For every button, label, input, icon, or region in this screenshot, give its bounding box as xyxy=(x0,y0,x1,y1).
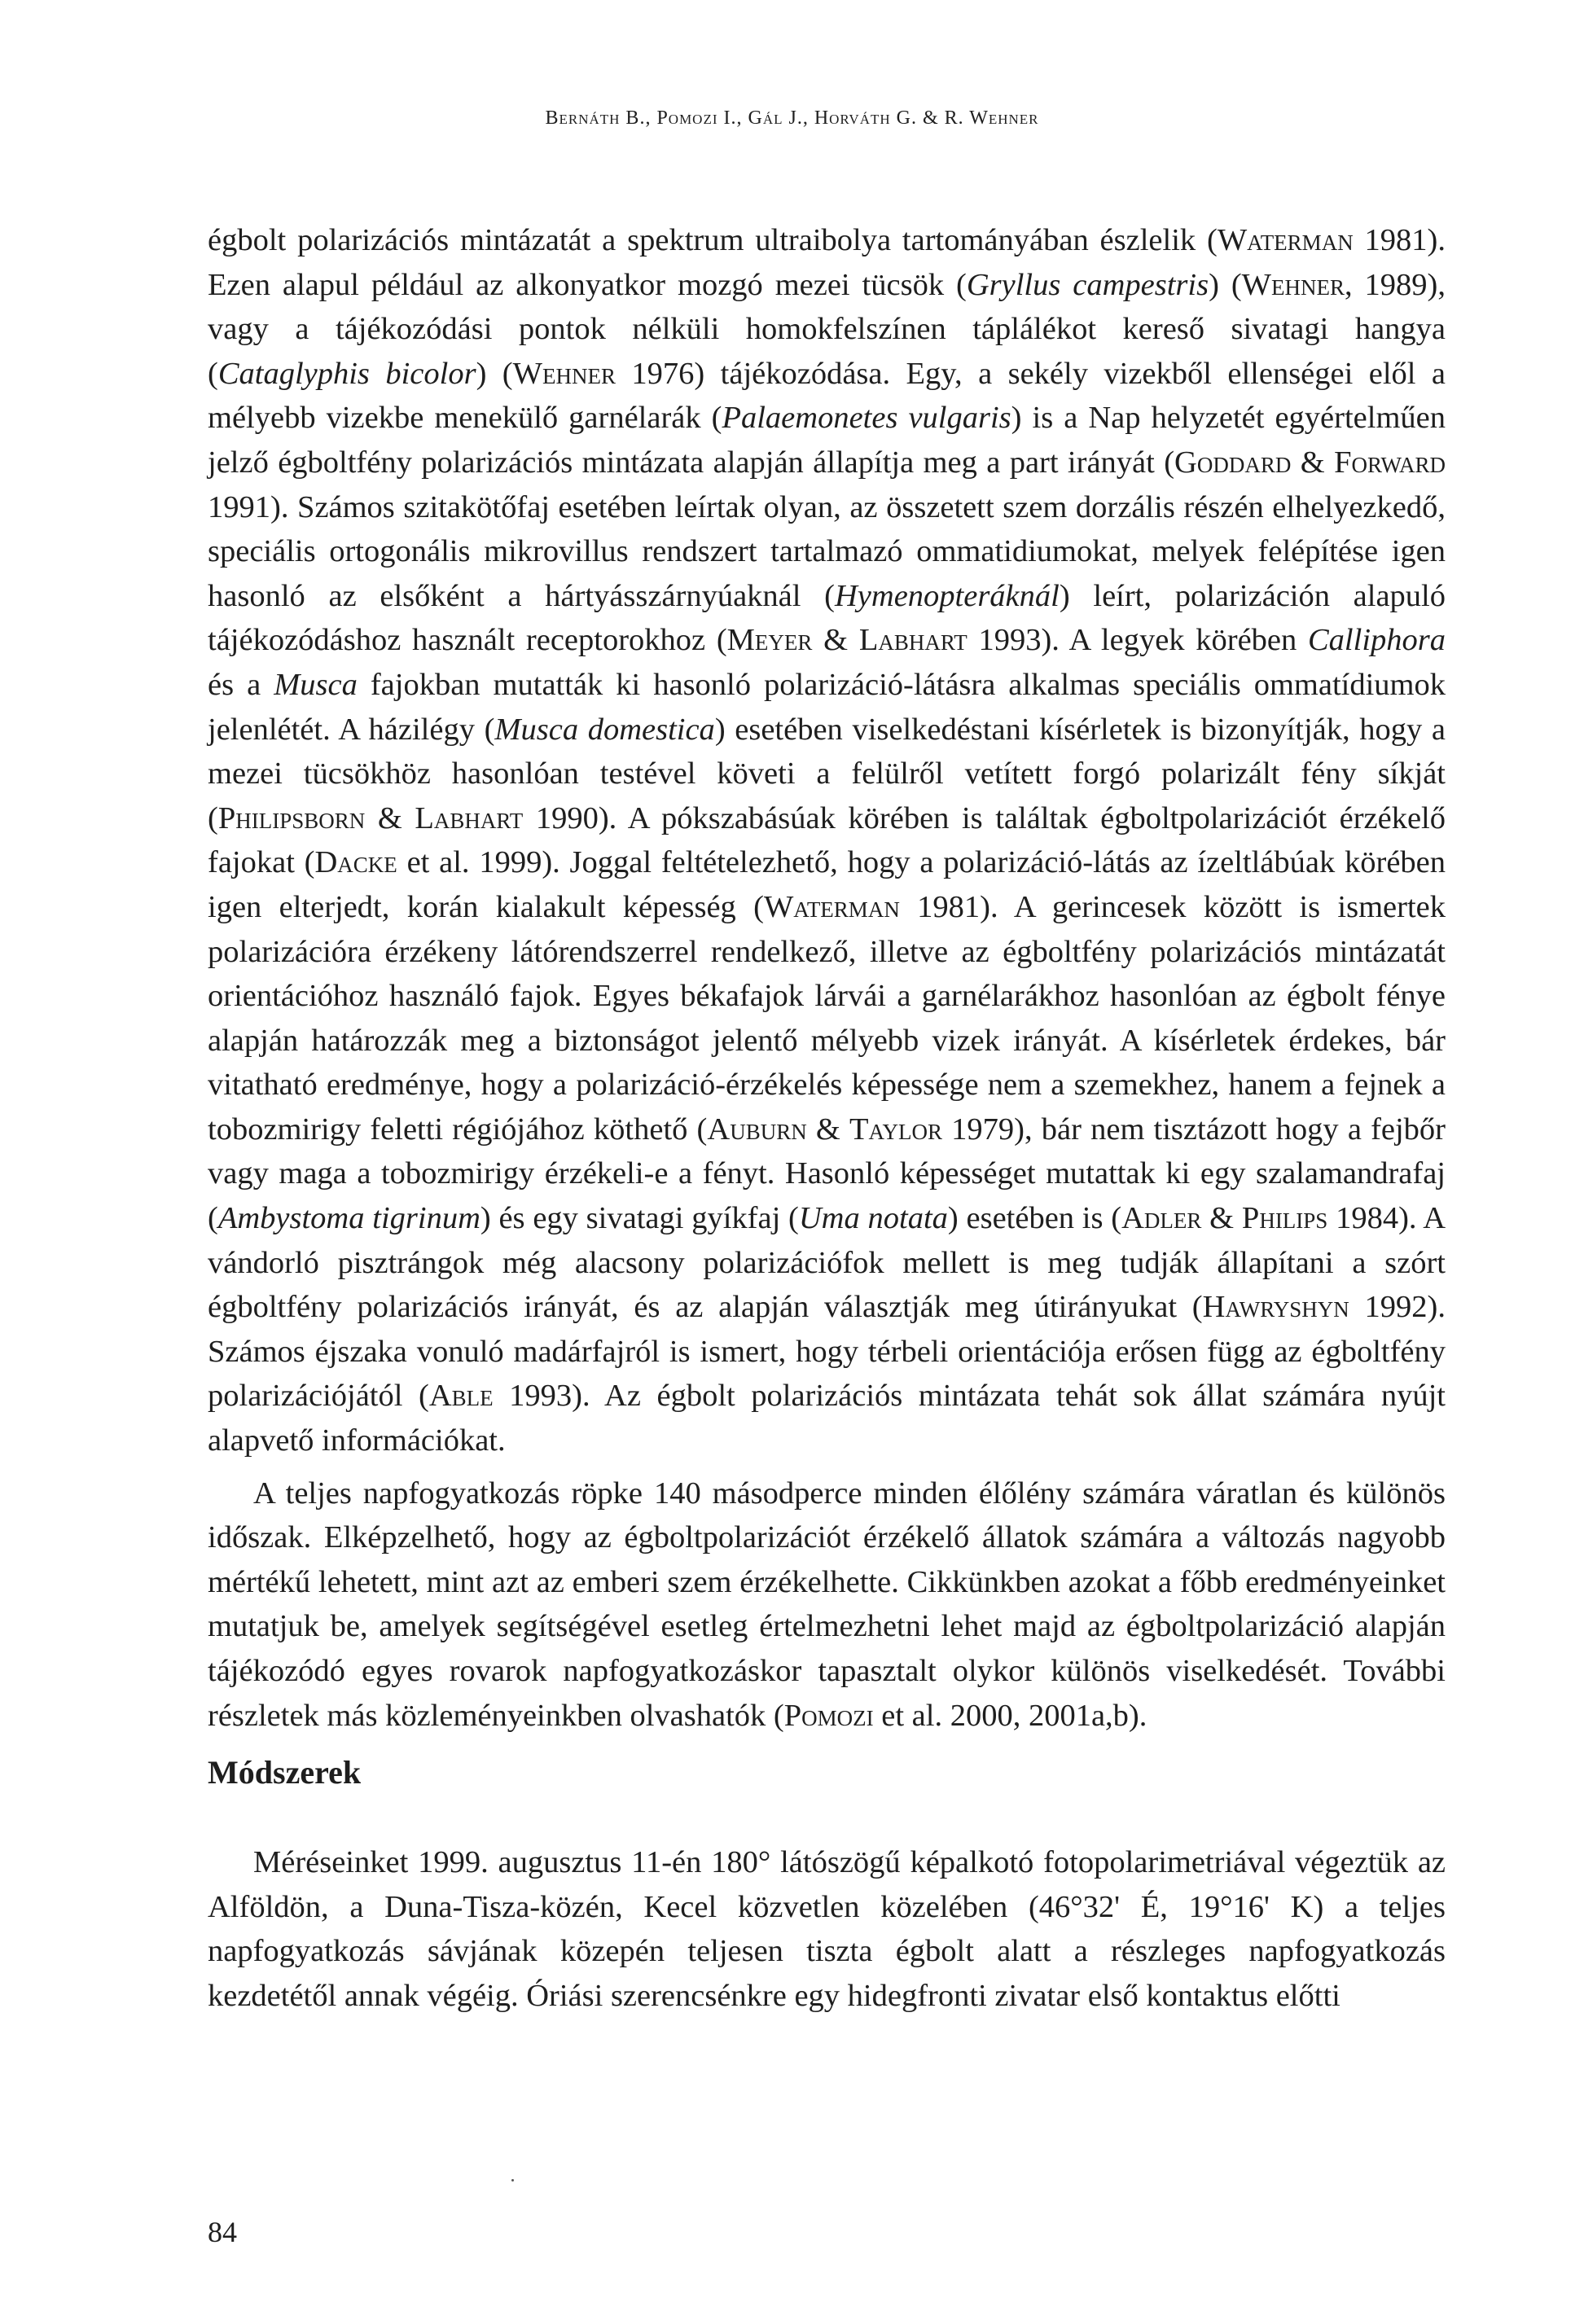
author-citation: Philips xyxy=(1241,1201,1328,1236)
section-heading-methods: Módszerek xyxy=(208,1754,362,1791)
author-citation: Wehner xyxy=(512,356,616,391)
text-run: 1992). Számos éjszaka vonuló madárfajról is ismert, hogy térbeli orientációja erősen függ az égboltfény polarizációjától ( xyxy=(208,1290,1446,1414)
text-run: 1991). Számos szitakötőfaj esetében leírtak olyan, az összetett szem dorzális részén elhelyezkedő, speciális ortogonális mikrovillus rendszert tartalmazó ommatidiumokat, melyek felépítése igen hasonló az elsőként a hártyásszárnyúaknál ( xyxy=(208,489,1446,613)
text-run: 1990). A pókszabásúak körében is találtak égboltpolarizációt érzékelő fajokat ( xyxy=(208,800,1446,880)
page-number: 84 xyxy=(208,2216,237,2248)
author-citation: Labhart xyxy=(858,623,968,658)
text-run: ) is a Nap helyzetét egyértelműen jelző égboltfény polarizációs mintázata alapján állapítja meg a part irányát ( xyxy=(208,401,1446,480)
text-run: 1981). Ezen alapul például az alkonyatkor mozgó mezei tücsök ( xyxy=(208,223,1446,302)
author-citation: Able xyxy=(428,1379,494,1414)
author-citation: Philipsborn xyxy=(217,800,366,835)
text-run: ) esetében viselkedéstani kísérletek is bizonyítják, hogy a mezei tücsökhöz hasonlóan testével követi a felülről vetített forgó polarizált fény síkját ( xyxy=(208,712,1446,835)
text-run: és a xyxy=(208,667,274,702)
species-name: Musca domestica xyxy=(494,712,715,747)
text-run: & xyxy=(1201,1201,1242,1236)
species-name: Palaemonetes vulgaris xyxy=(722,401,1011,436)
text-run: A teljes napfogyatkozás röpke 140 másodperce minden élőlény számára váratlan és különös időszak. Elképzelhető, hogy az égboltpolarizációt érzékelő állatok számára a változás nagyobb mértékű lehetett, mint azt az emberi szem érzékelhette. Cikkünkben azokat a főbb eredményeinket mutatjuk be, amelyek segítségével esetleg értelmezhetni lehet majd az égboltpolarizáció alapján tájékozódó egyes rovarok napfogyatkozáskor tapasztalt olykor különös viselkedését. További részletek más közleményeinkben olvashatók ( xyxy=(208,1476,1446,1733)
running-head: Bernáth B., Pomozi I., Gál J., Horváth G. & R. Wehner xyxy=(545,107,1039,129)
species-name: Calliphora xyxy=(1308,623,1446,658)
author-citation: Hawryshyn xyxy=(1202,1290,1349,1325)
text-run: fajokban mutatták ki hasonló polarizáció-látásra alkalmas speciális ommatídiumok jelenlétét. A házilégy ( xyxy=(208,667,1446,747)
text-run: & xyxy=(806,1112,849,1147)
author-citation: Taylor xyxy=(849,1112,943,1147)
author-citation: Adler xyxy=(1121,1201,1202,1236)
author-citation: Goddard xyxy=(1174,445,1292,480)
species-name: Ambystoma tigrinum xyxy=(217,1201,480,1236)
text-run: ) leírt, polarizáción alapuló tájékozódáshoz használt receptorokhoz ( xyxy=(208,578,1446,658)
text-run: 1979), bár nem tisztázott hogy a fejbőr vagy maga a tobozmirigy érzékeli-e a fényt. Hasonló képességet mutattak ki egy szalamandrafaj ( xyxy=(208,1112,1446,1236)
author-citation: Dacke xyxy=(314,845,397,880)
text-run: ) ( xyxy=(1209,267,1242,302)
author-citation: Meyer xyxy=(726,623,813,658)
scan-speck xyxy=(511,2179,514,2181)
text-run: , 1989), vagy a tájékozódási pontok nélküli homokfelszínen táplálékot kereső sivatagi hangya ( xyxy=(208,267,1446,391)
text-run: 1993). A legyek körében xyxy=(967,623,1308,658)
body-text xyxy=(208,218,1446,1738)
text-run: et al. 2000, 2001a,b). xyxy=(873,1698,1147,1733)
author-citation: Auburn xyxy=(707,1112,807,1147)
text-run: ) és egy sivatagi gyíkfaj ( xyxy=(480,1201,799,1236)
species-name: Uma notata xyxy=(798,1201,948,1236)
species-name: Gryllus campestris xyxy=(966,267,1209,302)
author-citation: Waterman xyxy=(1217,223,1354,257)
author-citation: Labhart xyxy=(415,800,524,835)
species-name: Hymenopteráknál xyxy=(835,578,1060,613)
text-run: égbolt polarizációs mintázatát a spektrum ultraibolya tartományában észlelik ( xyxy=(208,223,1218,257)
species-name: Cataglyphis bicolor xyxy=(217,356,476,391)
author-citation: Wehner xyxy=(1241,267,1345,302)
author-citation: Waterman xyxy=(763,889,900,924)
species-name: Musca xyxy=(274,667,358,702)
author-citation: Forward xyxy=(1334,445,1446,480)
paragraph-literature-review xyxy=(208,218,1446,1463)
text-run: & xyxy=(812,623,859,658)
paragraph-eclipse-motivation xyxy=(208,1471,1446,1739)
text-run: & xyxy=(365,800,415,835)
text-run: & xyxy=(1291,445,1335,480)
paragraph-methods: Méréseinket 1999. augusztus 11-én 180° látószögű képalkotó fotopolarimetriával végeztük az Alföldön, a Duna-Tisza-közén, Kecel közvetlen közelében (46°32' É, 19°16' K) a teljes napfogyatkozás sávjának közepén teljesen tiszta égbolt alatt a részleges napfogyatkozás kezdetétől annak végéig. Óriási szerencsénkre egy hidegfronti zivatar első kontaktus előtti xyxy=(208,1845,1446,2013)
text-run: ) ( xyxy=(476,356,513,391)
text-run: ) esetében is ( xyxy=(947,1201,1122,1236)
text-run: 1976) tájékozódása. Egy, a sekély vizekből ellenségei elől a mélyebb vizekbe menekülő garnélarák ( xyxy=(208,356,1446,436)
text-run: 1993). Az égbolt polarizációs mintázata tehát sok állat számára nyújt alapvető információkat. xyxy=(208,1379,1446,1458)
author-citation: Pomozi xyxy=(783,1698,874,1733)
text-run: 1981). A gerincesek között is ismertek polarizációra érzékeny látórendszerrel rendelkező, illetve az égboltfény polarizációs mintázatát orientációhoz használó fajok. Egyes békafajok lárvái a garnélarákhoz hasonlóan az égbolt fénye alapján határozzák meg a biztonságot jelentő mélyebb vizek irányát. A kísérletek érdekes, bár vitatható eredménye, hogy a polarizáció-érzékelés képessége nem a szemekhez, hanem a fejnek a tobozmirigy feletti régiójához köthető ( xyxy=(208,889,1446,1147)
text-run: et al. 1999). Joggal feltételezhető, hogy a polarizáció-látás az ízeltlábúak körében igen elterjedt, korán kialakult képesség ( xyxy=(208,845,1446,924)
text-run: 1984). A vándorló pisztrángok még alacsony polarizációfok mellett is meg tudják állapítani a szórt égboltfény polarizációs irányát, és az alapján választják meg útirányukat ( xyxy=(208,1201,1446,1325)
